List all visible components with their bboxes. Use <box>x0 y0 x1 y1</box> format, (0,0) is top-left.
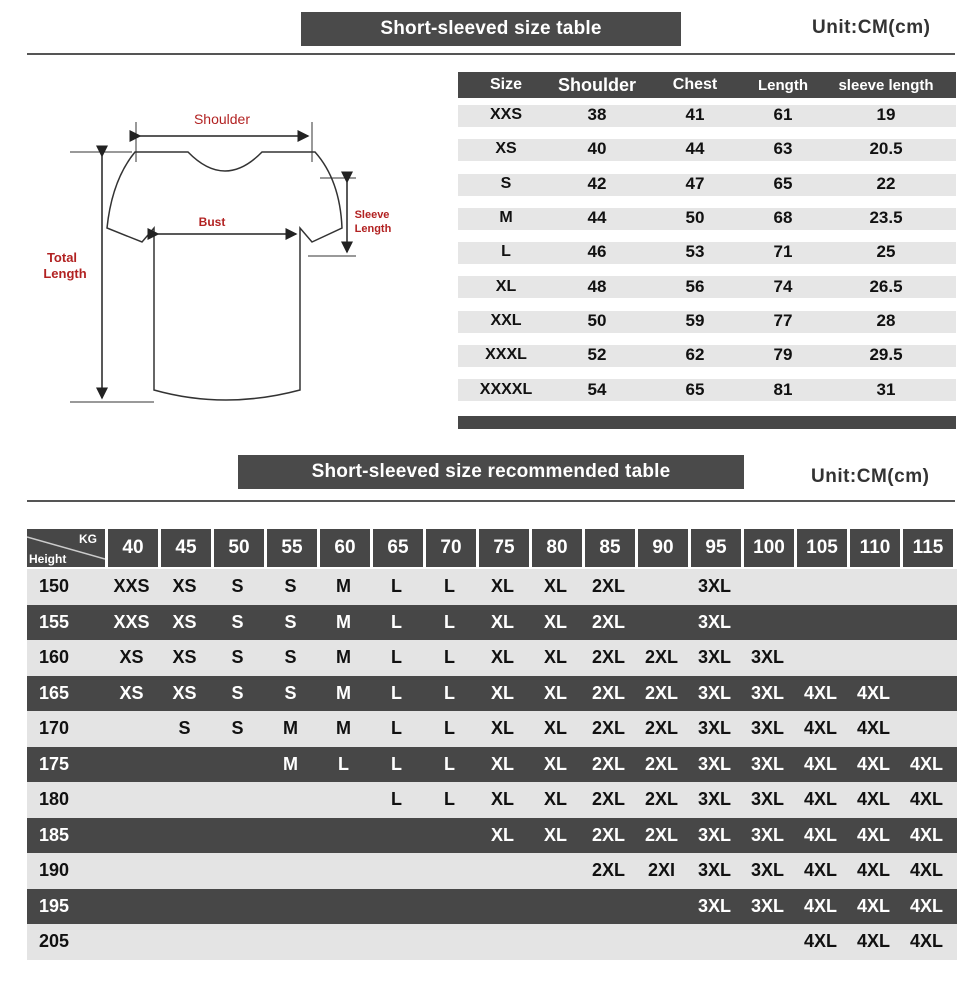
weight-header-cell: 55 <box>267 529 317 567</box>
size-recommendation-cell: 2XL <box>591 824 625 845</box>
size-table-row <box>458 304 956 338</box>
size-recommendation-cell: 2XL <box>644 789 678 810</box>
size-recommendation-cell: XL <box>543 682 567 703</box>
rec-table-row <box>27 782 957 818</box>
rec-table-row <box>27 640 957 676</box>
size-recommendation-cell: XL <box>490 682 514 703</box>
size-recommendation-cell: S <box>231 576 244 597</box>
size-recommendation-cell: S <box>231 647 244 668</box>
size-cell-sleeve-length: 25 <box>876 242 896 262</box>
weight-header-cell: 105 <box>797 529 847 567</box>
height-cell: 165 <box>39 682 70 703</box>
size-cell-size: XXS <box>489 106 522 124</box>
weight-header-cell: 70 <box>426 529 476 567</box>
size-cell-size: M <box>499 209 513 227</box>
size-table-title: Short-sleeved size table <box>301 12 681 46</box>
size-recommendation-cell: L <box>391 611 402 632</box>
size-recommendation-cell: 4XL <box>856 682 890 703</box>
size-cell-chest: 56 <box>685 276 705 296</box>
rec-table <box>27 529 957 960</box>
size-table-row <box>458 98 956 132</box>
rec-table-row <box>27 676 957 712</box>
tshirt-diagram <box>30 100 430 420</box>
size-cell-length: 63 <box>773 139 793 159</box>
size-recommendation-cell: 2XI <box>647 860 676 881</box>
size-cell-length: 77 <box>773 310 793 330</box>
size-recommendation-cell: XL <box>543 647 567 668</box>
size-recommendation-cell: S <box>231 611 244 632</box>
size-recommendation-cell: 4XL <box>856 860 890 881</box>
size-cell-sleeve-length: 19 <box>876 105 896 125</box>
size-cell-length: 68 <box>773 208 793 228</box>
size-recommendation-cell: 3XL <box>697 789 731 810</box>
size-cell-size: XXXL <box>485 346 527 364</box>
size-recommendation-cell: XL <box>543 576 567 597</box>
size-recommendation-cell: 4XL <box>803 718 837 739</box>
col-shoulder: Shoulder <box>557 74 636 95</box>
size-recommendation-cell: XXS <box>113 576 150 597</box>
size-recommendation-cell: 3XL <box>750 860 784 881</box>
size-recommendation-cell: M <box>283 718 298 739</box>
size-cell-size: L <box>501 243 511 261</box>
size-recommendation-cell: 4XL <box>856 718 890 739</box>
rec-table-row <box>27 818 957 854</box>
size-recommendation-cell: 4XL <box>909 753 943 774</box>
size-table-row <box>458 132 956 166</box>
size-recommendation-cell: 2XL <box>591 718 625 739</box>
size-table-footer-bar <box>458 416 956 429</box>
size-recommendation-cell: 3XL <box>697 682 731 703</box>
size-recommendation-cell: M <box>336 647 351 668</box>
size-recommendation-cell: L <box>391 789 402 810</box>
weight-header-cell: 110 <box>850 529 900 567</box>
size-cell-shoulder: 50 <box>587 310 607 330</box>
size-cell-length: 74 <box>773 276 793 296</box>
rec-table-row <box>27 569 957 605</box>
size-recommendation-cell: 4XL <box>909 895 943 916</box>
size-cell-chest: 62 <box>685 345 705 365</box>
size-cell-chest: 59 <box>685 310 705 330</box>
size-recommendation-cell: 2XL <box>644 753 678 774</box>
size-recommendation-cell: 2XL <box>591 682 625 703</box>
size-cell-chest: 53 <box>685 242 705 262</box>
size-recommendation-cell: S <box>284 611 297 632</box>
size-recommendation-cell: M <box>336 576 351 597</box>
col-size: Size <box>489 76 522 93</box>
height-cell: 150 <box>39 576 70 597</box>
size-recommendation-cell: 3XL <box>750 647 784 668</box>
height-cell: 155 <box>39 611 70 632</box>
size-recommendation-cell: S <box>178 718 191 739</box>
size-recommendation-cell: L <box>444 753 455 774</box>
sleeve-label-line2: Length <box>354 223 392 235</box>
size-recommendation-cell: XL <box>543 824 567 845</box>
size-cell-sleeve-length: 23.5 <box>869 208 903 228</box>
size-recommendation-cell: 3XL <box>750 753 784 774</box>
size-recommendation-cell: 4XL <box>803 860 837 881</box>
size-cell-shoulder: 42 <box>587 173 607 193</box>
size-recommendation-cell: 4XL <box>803 789 837 810</box>
size-cell-sleeve-length: 31 <box>876 379 896 399</box>
size-table-row <box>458 269 956 303</box>
size-cell-size: XS <box>495 140 517 158</box>
size-recommendation-cell: M <box>283 753 298 774</box>
size-table-row <box>458 372 956 406</box>
size-recommendation-cell: 2XL <box>591 789 625 810</box>
shoulder-label: Shoulder <box>193 111 251 127</box>
size-cell-sleeve-length: 29.5 <box>869 345 903 365</box>
weight-header-cell: 115 <box>903 529 953 567</box>
total-length-label-line2: Length <box>43 266 87 281</box>
size-table-row <box>458 338 956 372</box>
size-recommendation-cell: 2XL <box>591 647 625 668</box>
height-cell: 195 <box>39 895 70 916</box>
size-recommendation-cell: XL <box>490 824 514 845</box>
size-recommendation-cell: 4XL <box>909 931 943 952</box>
corner-height-label: Height <box>29 552 67 566</box>
size-recommendation-cell: 4XL <box>803 895 837 916</box>
size-recommendation-cell: XS <box>172 611 197 632</box>
tshirt-outline <box>107 152 342 400</box>
size-recommendation-cell: 4XL <box>909 824 943 845</box>
size-cell-length: 71 <box>773 242 793 262</box>
size-recommendation-cell: 3XL <box>750 682 784 703</box>
size-cell-sleeve-length: 22 <box>876 173 896 193</box>
size-table <box>458 72 956 429</box>
size-recommendation-cell: 3XL <box>697 753 731 774</box>
weight-header-cell: 90 <box>638 529 688 567</box>
rec-table-body <box>27 569 957 960</box>
size-recommendation-cell: 2XL <box>591 611 625 632</box>
size-recommendation-cell: 2XL <box>644 718 678 739</box>
size-table-row <box>458 167 956 201</box>
size-recommendation-cell: 3XL <box>697 647 731 668</box>
size-recommendation-cell: 4XL <box>803 682 837 703</box>
total-length-label-line1: Total <box>46 250 78 265</box>
size-recommendation-cell: 2XL <box>591 576 625 597</box>
size-table-unit: Unit:CM(cm) <box>812 17 931 38</box>
corner-kg-label: KG <box>79 532 97 546</box>
weight-header-cell: 65 <box>373 529 423 567</box>
size-cell-sleeve-length: 20.5 <box>869 139 903 159</box>
size-table-row <box>458 235 956 269</box>
rec-table-row <box>27 605 957 641</box>
size-recommendation-cell: 4XL <box>803 753 837 774</box>
weight-header-cell: 75 <box>479 529 529 567</box>
size-recommendation-cell: 2XL <box>591 753 625 774</box>
size-recommendation-cell: M <box>336 611 351 632</box>
col-chest: Chest <box>672 76 718 93</box>
rec-table-row <box>27 889 957 925</box>
size-recommendation-cell: M <box>336 682 351 703</box>
size-table-row <box>458 201 956 235</box>
size-cell-length: 61 <box>773 105 793 125</box>
size-recommendation-cell: 4XL <box>803 931 837 952</box>
rec-table-row <box>27 853 957 889</box>
size-cell-chest: 65 <box>685 379 705 399</box>
size-recommendation-cell: L <box>391 682 402 703</box>
weight-header-cell: 80 <box>532 529 582 567</box>
size-cell-size: S <box>500 174 512 192</box>
size-recommendation-cell: XS <box>119 682 144 703</box>
size-recommendation-cell: S <box>284 647 297 668</box>
size-recommendation-cell: 4XL <box>909 789 943 810</box>
size-recommendation-cell: 3XL <box>697 824 731 845</box>
rec-table-header <box>27 529 957 567</box>
size-recommendation-cell: 4XL <box>856 931 890 952</box>
size-recommendation-cell: S <box>284 682 297 703</box>
size-cell-length: 81 <box>773 379 793 399</box>
size-cell-chest: 50 <box>685 208 705 228</box>
size-recommendation-cell: XL <box>490 789 514 810</box>
rec-table-title: Short-sleeved size recommended table <box>238 455 744 489</box>
size-recommendation-cell: M <box>336 718 351 739</box>
size-recommendation-cell: 4XL <box>856 753 890 774</box>
size-recommendation-cell: 4XL <box>803 824 837 845</box>
weight-header-cell: 60 <box>320 529 370 567</box>
size-recommendation-cell: 3XL <box>697 576 731 597</box>
size-cell-shoulder: 54 <box>587 379 607 399</box>
rec-table-row <box>27 924 957 960</box>
size-recommendation-cell: XS <box>172 682 197 703</box>
weight-header-cell: 95 <box>691 529 741 567</box>
rec-table-row <box>27 711 957 747</box>
size-recommendation-cell: 2XL <box>644 682 678 703</box>
sleeve-label-line1: Sleeve <box>354 209 390 221</box>
size-recommendation-cell: L <box>444 611 455 632</box>
size-cell-chest: 41 <box>685 105 705 125</box>
height-cell: 180 <box>39 789 70 810</box>
size-recommendation-cell: S <box>231 682 244 703</box>
size-cell-length: 79 <box>773 345 793 365</box>
size-recommendation-cell: XS <box>119 647 144 668</box>
size-recommendation-cell: 3XL <box>750 718 784 739</box>
size-recommendation-cell: XL <box>543 753 567 774</box>
height-cell: 190 <box>39 860 70 881</box>
size-recommendation-cell: 4XL <box>856 824 890 845</box>
size-recommendation-cell: XL <box>543 611 567 632</box>
size-recommendation-cell: 4XL <box>856 895 890 916</box>
size-recommendation-cell: 3XL <box>750 824 784 845</box>
size-recommendation-cell: 2XL <box>591 860 625 881</box>
height-cell: 185 <box>39 824 70 845</box>
size-recommendation-cell: L <box>444 718 455 739</box>
size-table-header <box>458 72 956 98</box>
height-cell: 175 <box>39 753 70 774</box>
size-cell-chest: 44 <box>685 139 705 159</box>
size-recommendation-cell: XL <box>490 718 514 739</box>
weight-header-cell: 50 <box>214 529 264 567</box>
size-recommendation-cell: 3XL <box>697 718 731 739</box>
size-recommendation-cell: XS <box>172 576 197 597</box>
size-cell-sleeve-length: 28 <box>876 310 896 330</box>
size-recommendation-cell: XL <box>490 576 514 597</box>
size-cell-shoulder: 44 <box>587 208 607 228</box>
bust-label: Bust <box>198 215 226 229</box>
size-recommendation-cell: XL <box>490 753 514 774</box>
size-recommendation-cell: XL <box>490 611 514 632</box>
size-recommendation-cell: 3XL <box>750 789 784 810</box>
size-recommendation-cell: XXS <box>113 611 150 632</box>
size-cell-sleeve-length: 26.5 <box>869 276 903 296</box>
size-recommendation-cell: 3XL <box>697 611 731 632</box>
size-recommendation-cell: S <box>284 576 297 597</box>
size-recommendation-cell: L <box>338 753 349 774</box>
size-recommendation-cell: 4XL <box>909 860 943 881</box>
size-recommendation-cell: L <box>444 576 455 597</box>
height-cell: 160 <box>39 647 70 668</box>
weight-header-cell: 40 <box>108 529 158 567</box>
weight-header-cell: 85 <box>585 529 635 567</box>
height-cell: 205 <box>39 931 70 952</box>
size-cell-size: XXXXL <box>479 380 533 398</box>
size-recommendation-cell: XS <box>172 647 197 668</box>
size-cell-shoulder: 48 <box>587 276 607 296</box>
size-recommendation-cell: L <box>391 576 402 597</box>
weight-header-cell: 100 <box>744 529 794 567</box>
size-recommendation-cell: XL <box>490 647 514 668</box>
size-recommendation-cell: 4XL <box>856 789 890 810</box>
size-recommendation-cell: L <box>391 753 402 774</box>
size-recommendation-cell: 3XL <box>697 860 731 881</box>
size-recommendation-cell: XL <box>543 789 567 810</box>
rec-table-unit: Unit:CM(cm) <box>811 466 930 487</box>
top-divider <box>27 53 955 55</box>
size-cell-size: XXL <box>490 311 522 329</box>
size-recommendation-cell: XL <box>543 718 567 739</box>
size-recommendation-cell: L <box>391 718 402 739</box>
size-cell-shoulder: 46 <box>587 242 607 262</box>
size-cell-shoulder: 38 <box>587 105 607 125</box>
size-recommendation-cell: 3XL <box>750 895 784 916</box>
size-recommendation-cell: 3XL <box>697 895 731 916</box>
size-cell-shoulder: 40 <box>587 139 607 159</box>
size-cell-shoulder: 52 <box>587 345 607 365</box>
size-cell-chest: 47 <box>685 173 705 193</box>
size-recommendation-cell: L <box>444 789 455 810</box>
size-recommendation-cell: 2XL <box>644 824 678 845</box>
col-sleeve-length: sleeve length <box>838 76 934 94</box>
size-cell-size: XL <box>495 277 517 295</box>
size-table-body <box>458 98 956 407</box>
height-cell: 170 <box>39 718 70 739</box>
weight-header-cell: 45 <box>161 529 211 567</box>
size-recommendation-cell: L <box>444 647 455 668</box>
size-recommendation-cell: 2XL <box>644 647 678 668</box>
size-recommendation-cell: L <box>444 682 455 703</box>
rec-table-corner <box>27 529 105 567</box>
size-recommendation-cell: S <box>231 718 244 739</box>
col-length: Length <box>758 76 808 94</box>
rec-table-row <box>27 747 957 783</box>
bottom-divider <box>27 500 955 502</box>
size-recommendation-cell: L <box>391 647 402 668</box>
size-cell-length: 65 <box>773 173 793 193</box>
